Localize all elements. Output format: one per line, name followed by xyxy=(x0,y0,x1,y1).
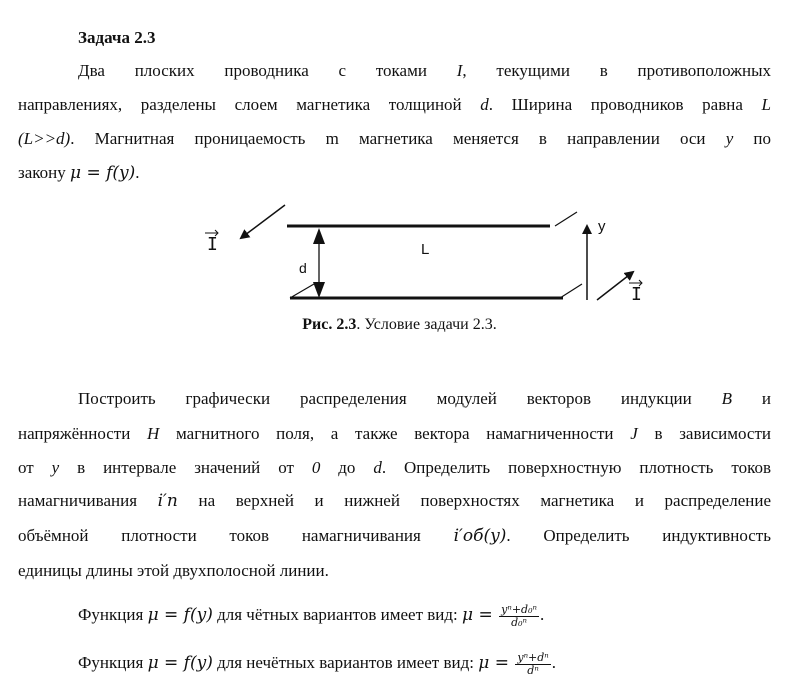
label-d: d xyxy=(299,260,307,276)
text: и xyxy=(732,389,771,408)
text: напряжённости xyxy=(18,424,148,443)
intro-line-3 xyxy=(18,128,771,150)
text: Функция xyxy=(78,605,148,624)
figure-caption xyxy=(0,316,799,334)
function-even xyxy=(78,600,544,630)
text: для нечётных вариантов имеет вид: xyxy=(212,653,479,672)
intro-line-4 xyxy=(18,162,140,184)
text: до xyxy=(320,458,374,477)
symbol-J: J xyxy=(630,424,638,443)
top-conductor-edge xyxy=(555,212,577,226)
formula-law: μ = f(y) xyxy=(147,653,213,673)
text: . xyxy=(551,653,556,672)
fraction-numerator: yⁿ+dⁿ xyxy=(517,650,549,664)
symbol-y: y xyxy=(51,458,60,477)
text: для чётных вариантов имеет вид: xyxy=(212,605,463,624)
caption-label: Рис. 2.3 xyxy=(302,316,357,333)
symbol-zero: 0 xyxy=(311,458,321,477)
current-arrow-left xyxy=(241,205,285,238)
text: по xyxy=(733,129,771,148)
figure-conductors xyxy=(195,200,655,312)
symbol-volume-current: i′об(y) xyxy=(453,526,507,546)
text: намагничивания xyxy=(18,491,158,510)
text: . Определить индуктивность xyxy=(506,526,771,545)
text: на верхней и нижней поверхностях магнетика и распределение xyxy=(177,491,771,510)
text: . xyxy=(135,163,140,182)
formula-law: μ = f(y) xyxy=(147,605,213,625)
text: Два плоских проводника с токами xyxy=(78,61,457,80)
text: . Магнитная проницаемость m магнетика меняется в направлении оси xyxy=(70,129,726,148)
symbol-I: I xyxy=(456,61,463,80)
formula-mu: μ = xyxy=(462,605,499,625)
fraction-even xyxy=(499,604,539,629)
text: . Ширина проводников равна xyxy=(488,95,762,114)
task-line-2 xyxy=(18,423,771,445)
fraction-denominator: dⁿ xyxy=(527,663,539,677)
symbol-L: L xyxy=(761,95,771,114)
symbol-H: H xyxy=(147,424,160,443)
formula-mu: μ = xyxy=(478,653,515,673)
current-arrow-right xyxy=(597,272,633,300)
caption-text: . Условие задачи 2.3. xyxy=(356,316,497,333)
label-y: y xyxy=(598,218,606,235)
symbol-d: d xyxy=(480,95,489,114)
problem-title: Задача 2.3 xyxy=(78,28,156,47)
fraction-denominator: d₀ⁿ xyxy=(511,615,527,629)
symbol-surface-current: i′п xyxy=(157,491,178,511)
text: в зависимости xyxy=(637,424,771,443)
thickness-arrowhead-down xyxy=(313,282,325,298)
text: закону xyxy=(18,163,71,182)
intro-line-2 xyxy=(18,94,771,116)
task-line-3 xyxy=(18,457,771,479)
text: магнитного поля, а также вектора намагниченности xyxy=(159,424,631,443)
text: направлениях, разделены слоем магнетика толщиной xyxy=(18,95,481,114)
thickness-arrowhead-up xyxy=(313,228,325,244)
formula-law: μ = f(y) xyxy=(70,163,136,183)
text: Построить графически распределения модулей векторов индукции xyxy=(78,389,722,408)
bottom-conductor-edge-left xyxy=(290,284,314,298)
function-odd xyxy=(78,648,556,678)
text: от xyxy=(18,458,52,477)
bottom-conductor-edge-right xyxy=(560,284,582,298)
text: , текущими в противоположных xyxy=(462,61,771,80)
text: . xyxy=(539,605,545,624)
task-line-5 xyxy=(18,525,771,547)
condition: (L>>d) xyxy=(18,129,71,148)
symbol-y: y xyxy=(725,129,734,148)
label-L: L xyxy=(421,241,430,258)
task-line-6: единицы длины этой двухполосной линии. xyxy=(18,561,329,580)
symbol-d: d xyxy=(373,458,382,477)
label-I-right: I xyxy=(631,284,642,305)
symbol-B: B xyxy=(721,389,733,408)
text: . Определить поверхностную плотность токов xyxy=(381,458,771,477)
label-I-left: I xyxy=(207,234,218,255)
text: объёмной плотности токов намагничивания xyxy=(18,526,454,545)
fraction-odd xyxy=(515,652,550,677)
text: в интервале значений от xyxy=(59,458,312,477)
text: Функция xyxy=(78,653,148,672)
task-line-1 xyxy=(78,388,771,410)
intro-line-1 xyxy=(78,60,771,82)
task-line-4 xyxy=(18,490,771,512)
fraction-numerator: yⁿ+d₀ⁿ xyxy=(501,602,537,616)
